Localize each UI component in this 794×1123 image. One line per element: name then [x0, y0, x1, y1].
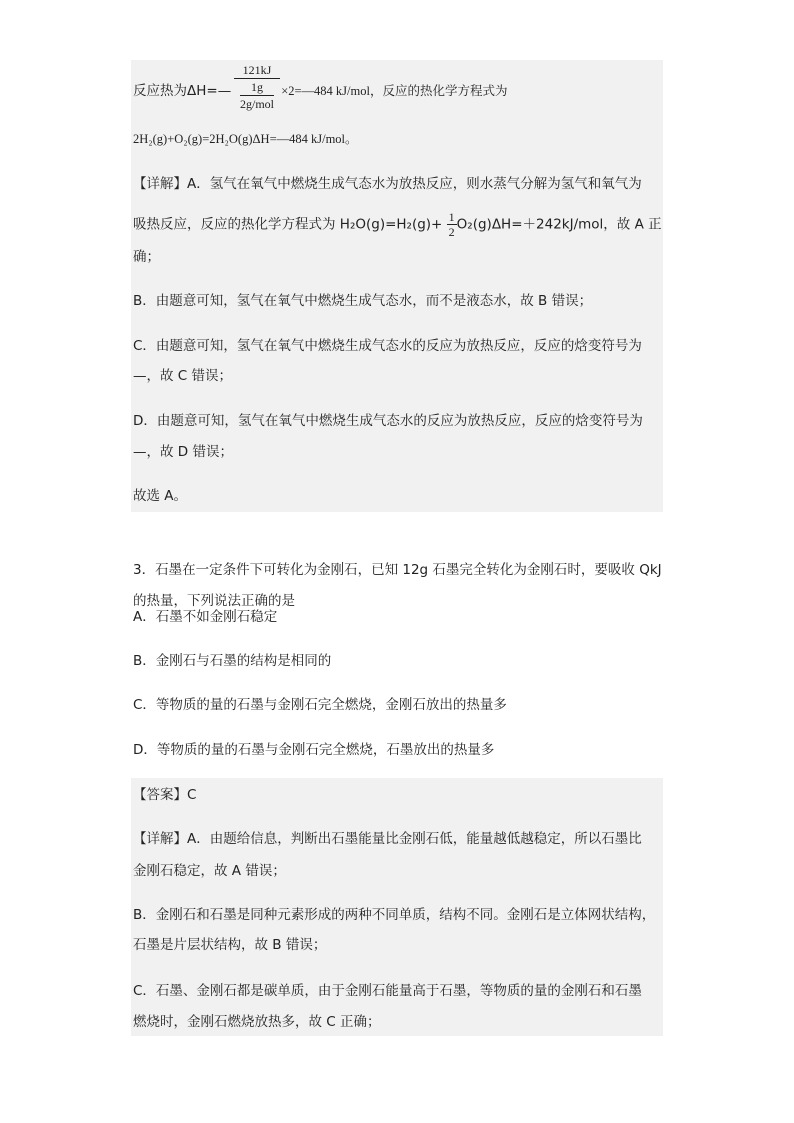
detail-a-line-2 — [133, 210, 662, 239]
answer-detail-a-2: 金刚石稳定，故 A 错误； — [133, 863, 286, 879]
choice-line: 故选 A。 — [133, 488, 188, 504]
option-b: B．金刚石与石墨的结构是相同的 — [133, 653, 332, 669]
heat-calc-line — [133, 82, 507, 100]
answer-detail-b-1: B．金刚石和石墨是同种元素形成的两种不同单质，结构不同。金刚石是立体网状结构， — [133, 907, 656, 923]
detail-a2-post: O₂(g)ΔH=＋242kJ/mol，故 A 正 — [456, 216, 662, 233]
fraction-numerator: 121kJ — [234, 62, 280, 79]
thermo-equation: 2H₂(g)+O₂(g)=2H₂O(g)ΔH=—484 kJ/mol。 — [133, 132, 358, 146]
detail-c-line-1: C．由题意可知，氢气在氧气中燃烧生成气态水的反应为放热反应，反应的焓变符号为 — [133, 338, 642, 354]
heat-fraction — [234, 62, 280, 112]
detail-c-line-2: —，故 C 错误； — [133, 368, 233, 384]
half-denominator: 2 — [448, 225, 455, 239]
detail-d-line-1: D．由题意可知，氢气在氧气中燃烧生成气态水的反应为放热反应，反应的焓变符号为 — [133, 413, 643, 429]
detail-a-line-1: 【详解】A．氢气在氧气中燃烧生成气态水为放热反应，则水蒸气分解为氢气和氧气为 — [133, 176, 642, 192]
answer-detail-c-1: C．石墨、金刚石都是碳单质，由于金刚石能量高于石墨，等物质的量的金刚石和石墨 — [133, 983, 642, 999]
option-a: A．石墨不如金刚石稳定 — [133, 609, 278, 625]
detail-d-line-2: —，故 D 错误； — [133, 444, 233, 460]
fraction-middle: 1g — [240, 79, 274, 96]
detail-b-line: B．由题意可知，氢气在氧气中燃烧生成气态水，而不是液态水，故 B 错误； — [133, 293, 593, 309]
answer-detail-a-1: 【详解】A．由题给信息，判断出石墨能量比金刚石低，能量越低越稳定，所以石墨比 — [133, 831, 642, 847]
question-3-stem-line-2: 的热量，下列说法正确的是 — [133, 593, 295, 609]
fraction-denominator: 2g/mol — [239, 97, 274, 111]
answer-line: 【答案】C — [133, 787, 197, 803]
answer-detail-c-2: 燃烧时，金刚石燃烧放热多，故 C 正确； — [133, 1014, 381, 1030]
heat-suffix: ×2=—484 kJ/mol，反应的热化学方程式为 — [281, 84, 508, 98]
question-3-stem-1: 3．石墨在一定条件下可转化为金刚石，已知 12g 石墨完全转化为金刚石时，要吸收 QkJ — [133, 562, 662, 578]
detail-a2-pre: 吸热反应，反应的热化学方程式为 H₂O(g)=H₂(g)+ — [133, 216, 443, 233]
half-numerator: 1 — [448, 210, 455, 224]
heat-prefix: 反应热为ΔH=— — [133, 83, 232, 99]
answer-detail-b-2: 石墨是片层状结构，故 B 错误； — [133, 937, 327, 953]
half-fraction — [447, 210, 457, 239]
option-d: D．等物质的量的石墨与金刚石完全燃烧，石墨放出的热量多 — [133, 742, 495, 758]
option-c: C．等物质的量的石墨与金刚石完全燃烧，金刚石放出的热量多 — [133, 697, 507, 713]
detail-a-line-3: 确； — [133, 249, 160, 265]
